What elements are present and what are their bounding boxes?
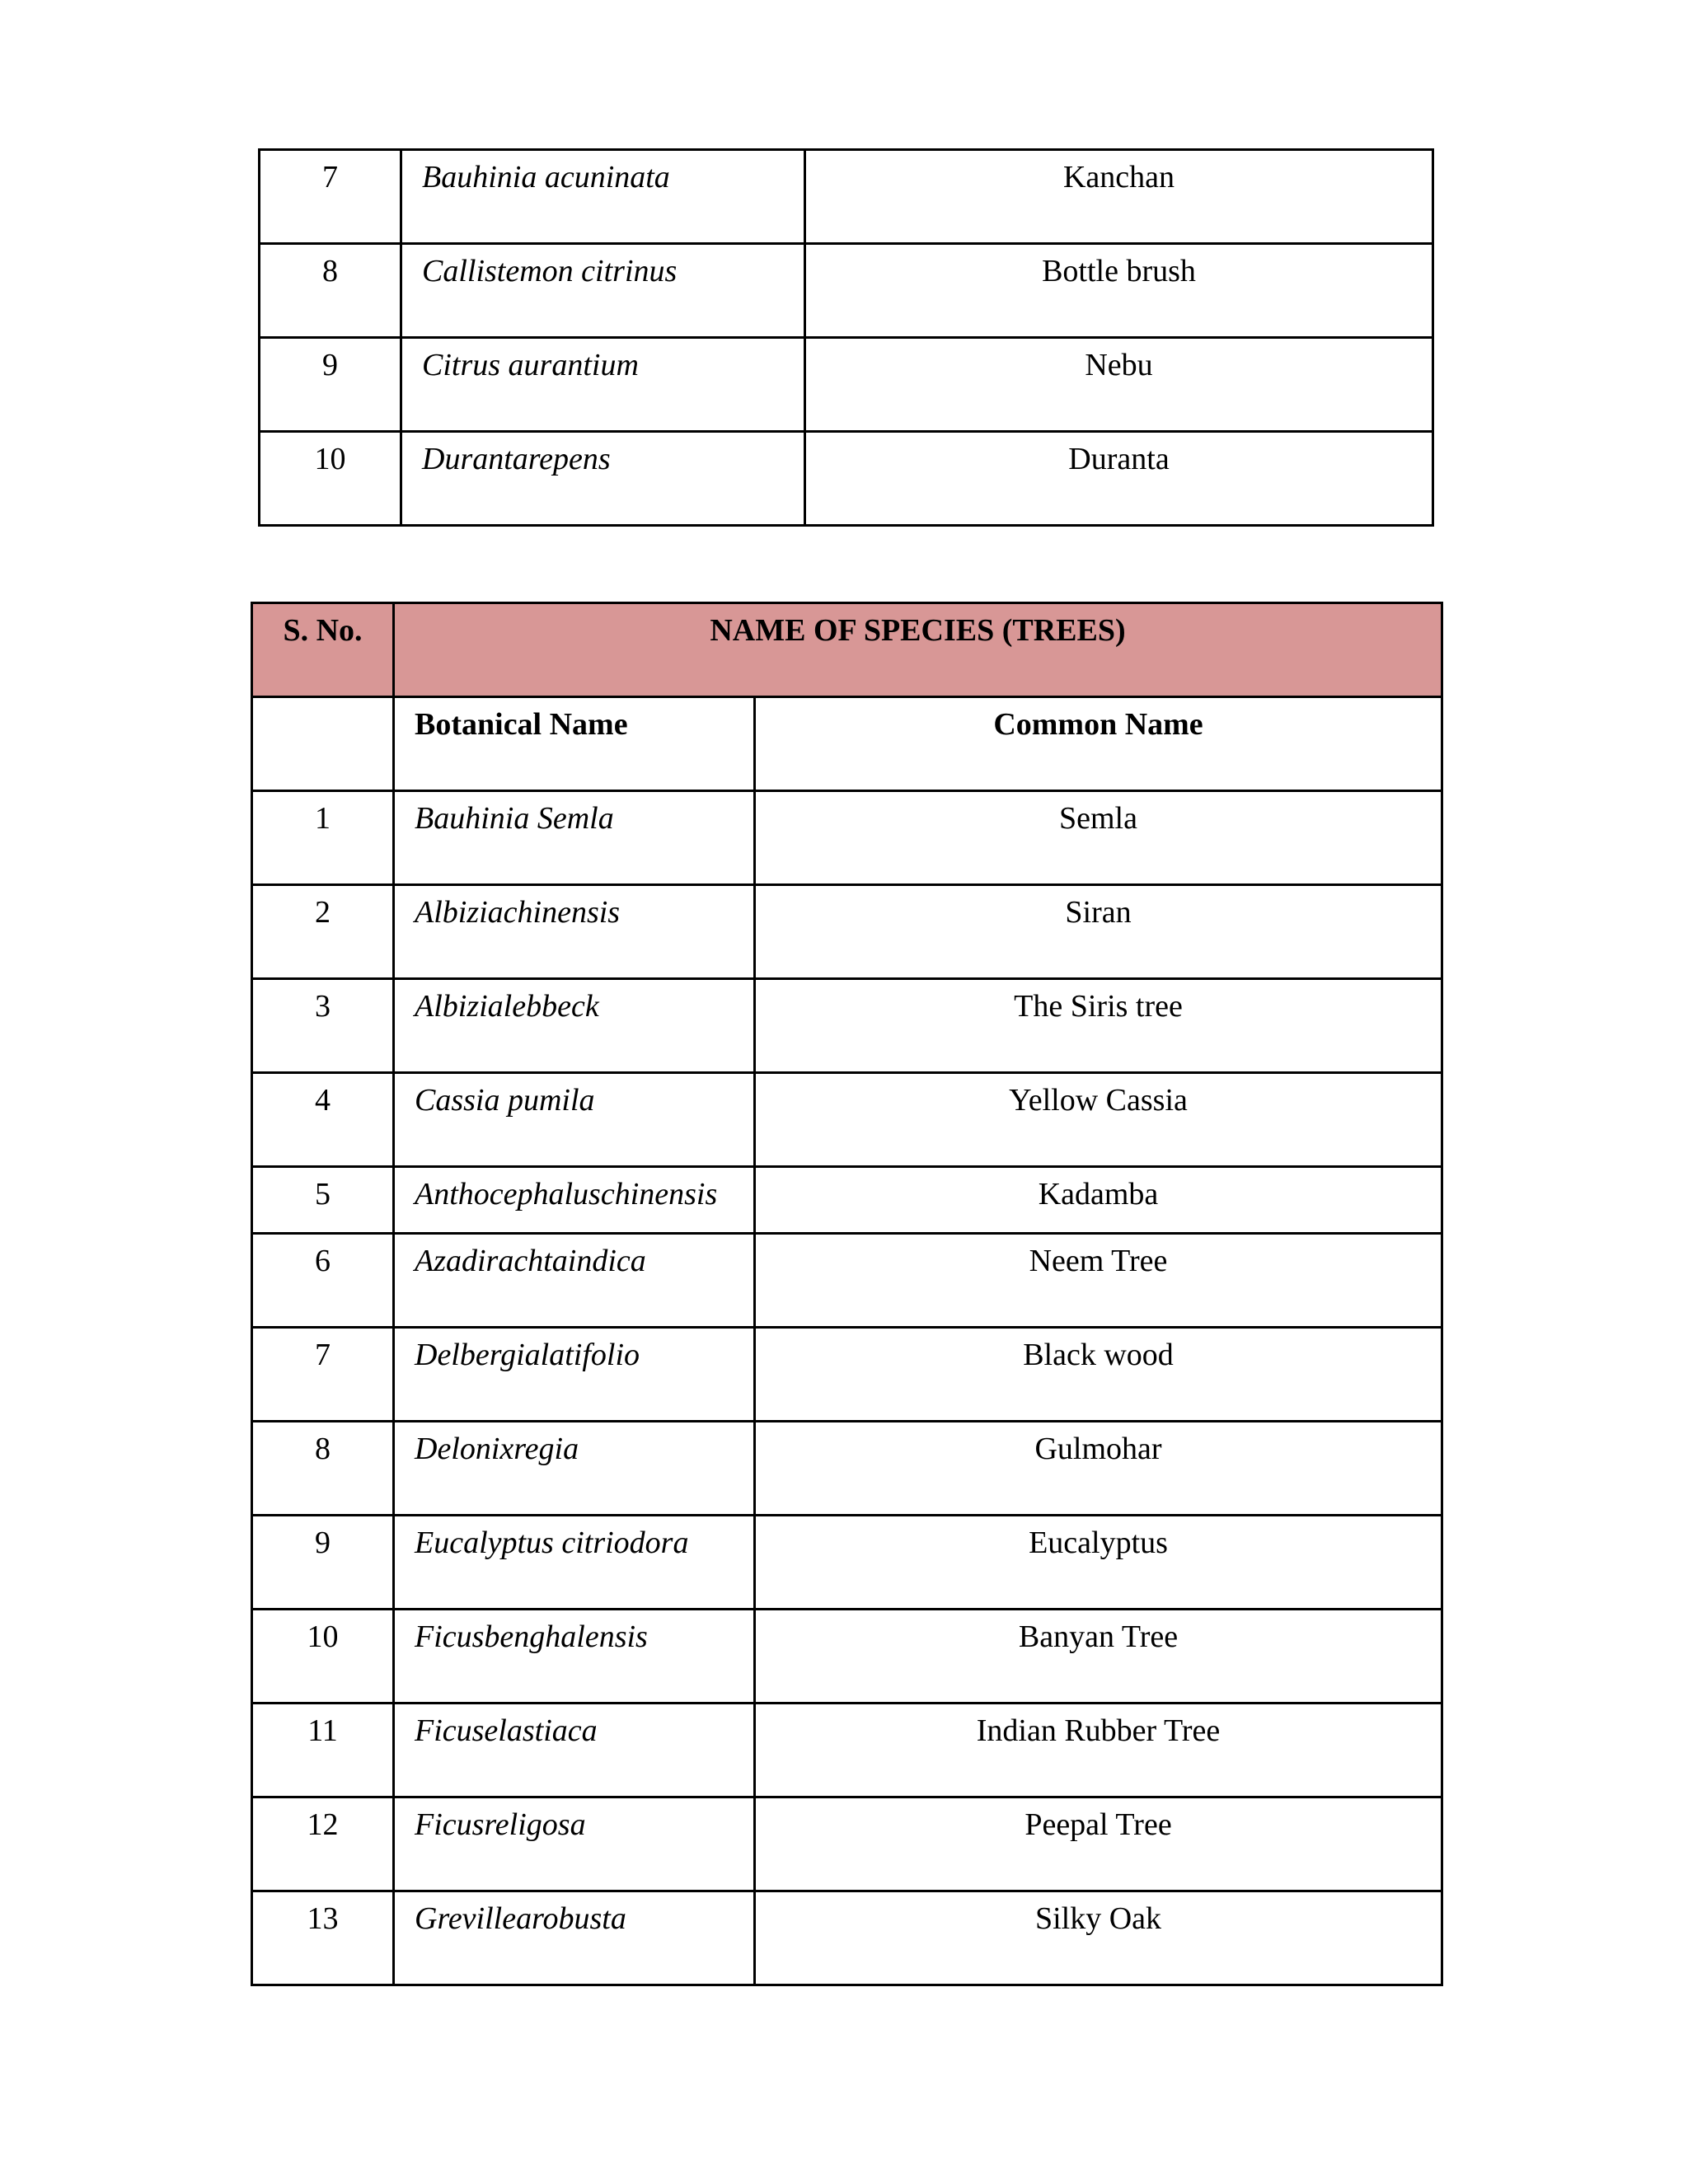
header-title: NAME OF SPECIES (TREES) xyxy=(394,603,1442,697)
sno-cell: 1 xyxy=(252,791,394,885)
sno-cell: 10 xyxy=(260,432,401,526)
common-name-cell: Siran xyxy=(755,885,1442,979)
table-row xyxy=(252,1234,1442,1328)
common-name-cell: Silky Oak xyxy=(755,1891,1442,1985)
table-row xyxy=(252,1516,1442,1610)
common-name-cell: Banyan Tree xyxy=(755,1610,1442,1704)
botanical-name-cell: Ficusbenghalensis xyxy=(394,1610,755,1704)
species-table-continued xyxy=(258,148,1434,527)
table-row xyxy=(252,1797,1442,1891)
table-row xyxy=(252,1704,1442,1797)
table-row xyxy=(252,1167,1442,1234)
common-name-cell: Kanchan xyxy=(805,150,1433,244)
table-row xyxy=(252,791,1442,885)
botanical-name-cell: Delonixregia xyxy=(394,1422,755,1516)
sno-cell: 8 xyxy=(260,244,401,338)
botanical-name-cell: Albizialebbeck xyxy=(394,979,755,1073)
botanical-name-cell: Durantarepens xyxy=(401,432,805,526)
sno-cell: 3 xyxy=(252,979,394,1073)
sno-cell: 9 xyxy=(252,1516,394,1610)
botanical-name-cell: Cassia pumila xyxy=(394,1073,755,1167)
table-row xyxy=(252,1073,1442,1167)
sno-cell: 9 xyxy=(260,338,401,432)
botanical-name-cell: Bauhinia acuninata xyxy=(401,150,805,244)
sno-cell: 8 xyxy=(252,1422,394,1516)
table-row xyxy=(252,1422,1442,1516)
botanical-name-cell: Ficuselastiaca xyxy=(394,1704,755,1797)
table-row xyxy=(260,432,1433,526)
sno-cell: 7 xyxy=(260,150,401,244)
sno-cell: 13 xyxy=(252,1891,394,1985)
botanical-name-cell: Anthocephaluschinensis xyxy=(394,1167,755,1234)
common-name-cell: Eucalyptus xyxy=(755,1516,1442,1610)
species-trees-table xyxy=(251,602,1443,1986)
sno-cell: 11 xyxy=(252,1704,394,1797)
botanical-name-cell: Ficusreligosa xyxy=(394,1797,755,1891)
common-name-cell: Nebu xyxy=(805,338,1433,432)
subheader-botanical: Botanical Name xyxy=(394,697,755,791)
botanical-name-cell: Bauhinia Semla xyxy=(394,791,755,885)
botanical-name-cell: Eucalyptus citriodora xyxy=(394,1516,755,1610)
subheader-empty-cell xyxy=(252,697,394,791)
botanical-name-cell: Delbergialatifolio xyxy=(394,1328,755,1422)
sno-cell: 5 xyxy=(252,1167,394,1234)
sno-cell: 4 xyxy=(252,1073,394,1167)
common-name-cell: Bottle brush xyxy=(805,244,1433,338)
table-row xyxy=(252,979,1442,1073)
common-name-cell: Kadamba xyxy=(755,1167,1442,1234)
sno-cell: 12 xyxy=(252,1797,394,1891)
common-name-cell: Black wood xyxy=(755,1328,1442,1422)
sno-cell: 10 xyxy=(252,1610,394,1704)
common-name-cell: Neem Tree xyxy=(755,1234,1442,1328)
common-name-cell: Yellow Cassia xyxy=(755,1073,1442,1167)
common-name-cell: Peepal Tree xyxy=(755,1797,1442,1891)
sno-cell: 7 xyxy=(252,1328,394,1422)
table-subheader-row xyxy=(252,697,1442,791)
sno-cell: 2 xyxy=(252,885,394,979)
header-sno: S. No. xyxy=(252,603,394,697)
subheader-common: Common Name xyxy=(755,697,1442,791)
sno-cell: 6 xyxy=(252,1234,394,1328)
common-name-cell: Duranta xyxy=(805,432,1433,526)
botanical-name-cell: Azadirachtaindica xyxy=(394,1234,755,1328)
botanical-name-cell: Grevillearobusta xyxy=(394,1891,755,1985)
botanical-name-cell: Citrus aurantium xyxy=(401,338,805,432)
table-row xyxy=(260,244,1433,338)
table-row xyxy=(252,1328,1442,1422)
botanical-name-cell: Albiziachinensis xyxy=(394,885,755,979)
table-header-row xyxy=(252,603,1442,697)
botanical-name-cell: Callistemon citrinus xyxy=(401,244,805,338)
table-row xyxy=(252,885,1442,979)
common-name-cell: Semla xyxy=(755,791,1442,885)
table-row xyxy=(252,1610,1442,1704)
common-name-cell: The Siris tree xyxy=(755,979,1442,1073)
table-row xyxy=(260,150,1433,244)
table-row xyxy=(252,1891,1442,1985)
common-name-cell: Gulmohar xyxy=(755,1422,1442,1516)
common-name-cell: Indian Rubber Tree xyxy=(755,1704,1442,1797)
table-row xyxy=(260,338,1433,432)
